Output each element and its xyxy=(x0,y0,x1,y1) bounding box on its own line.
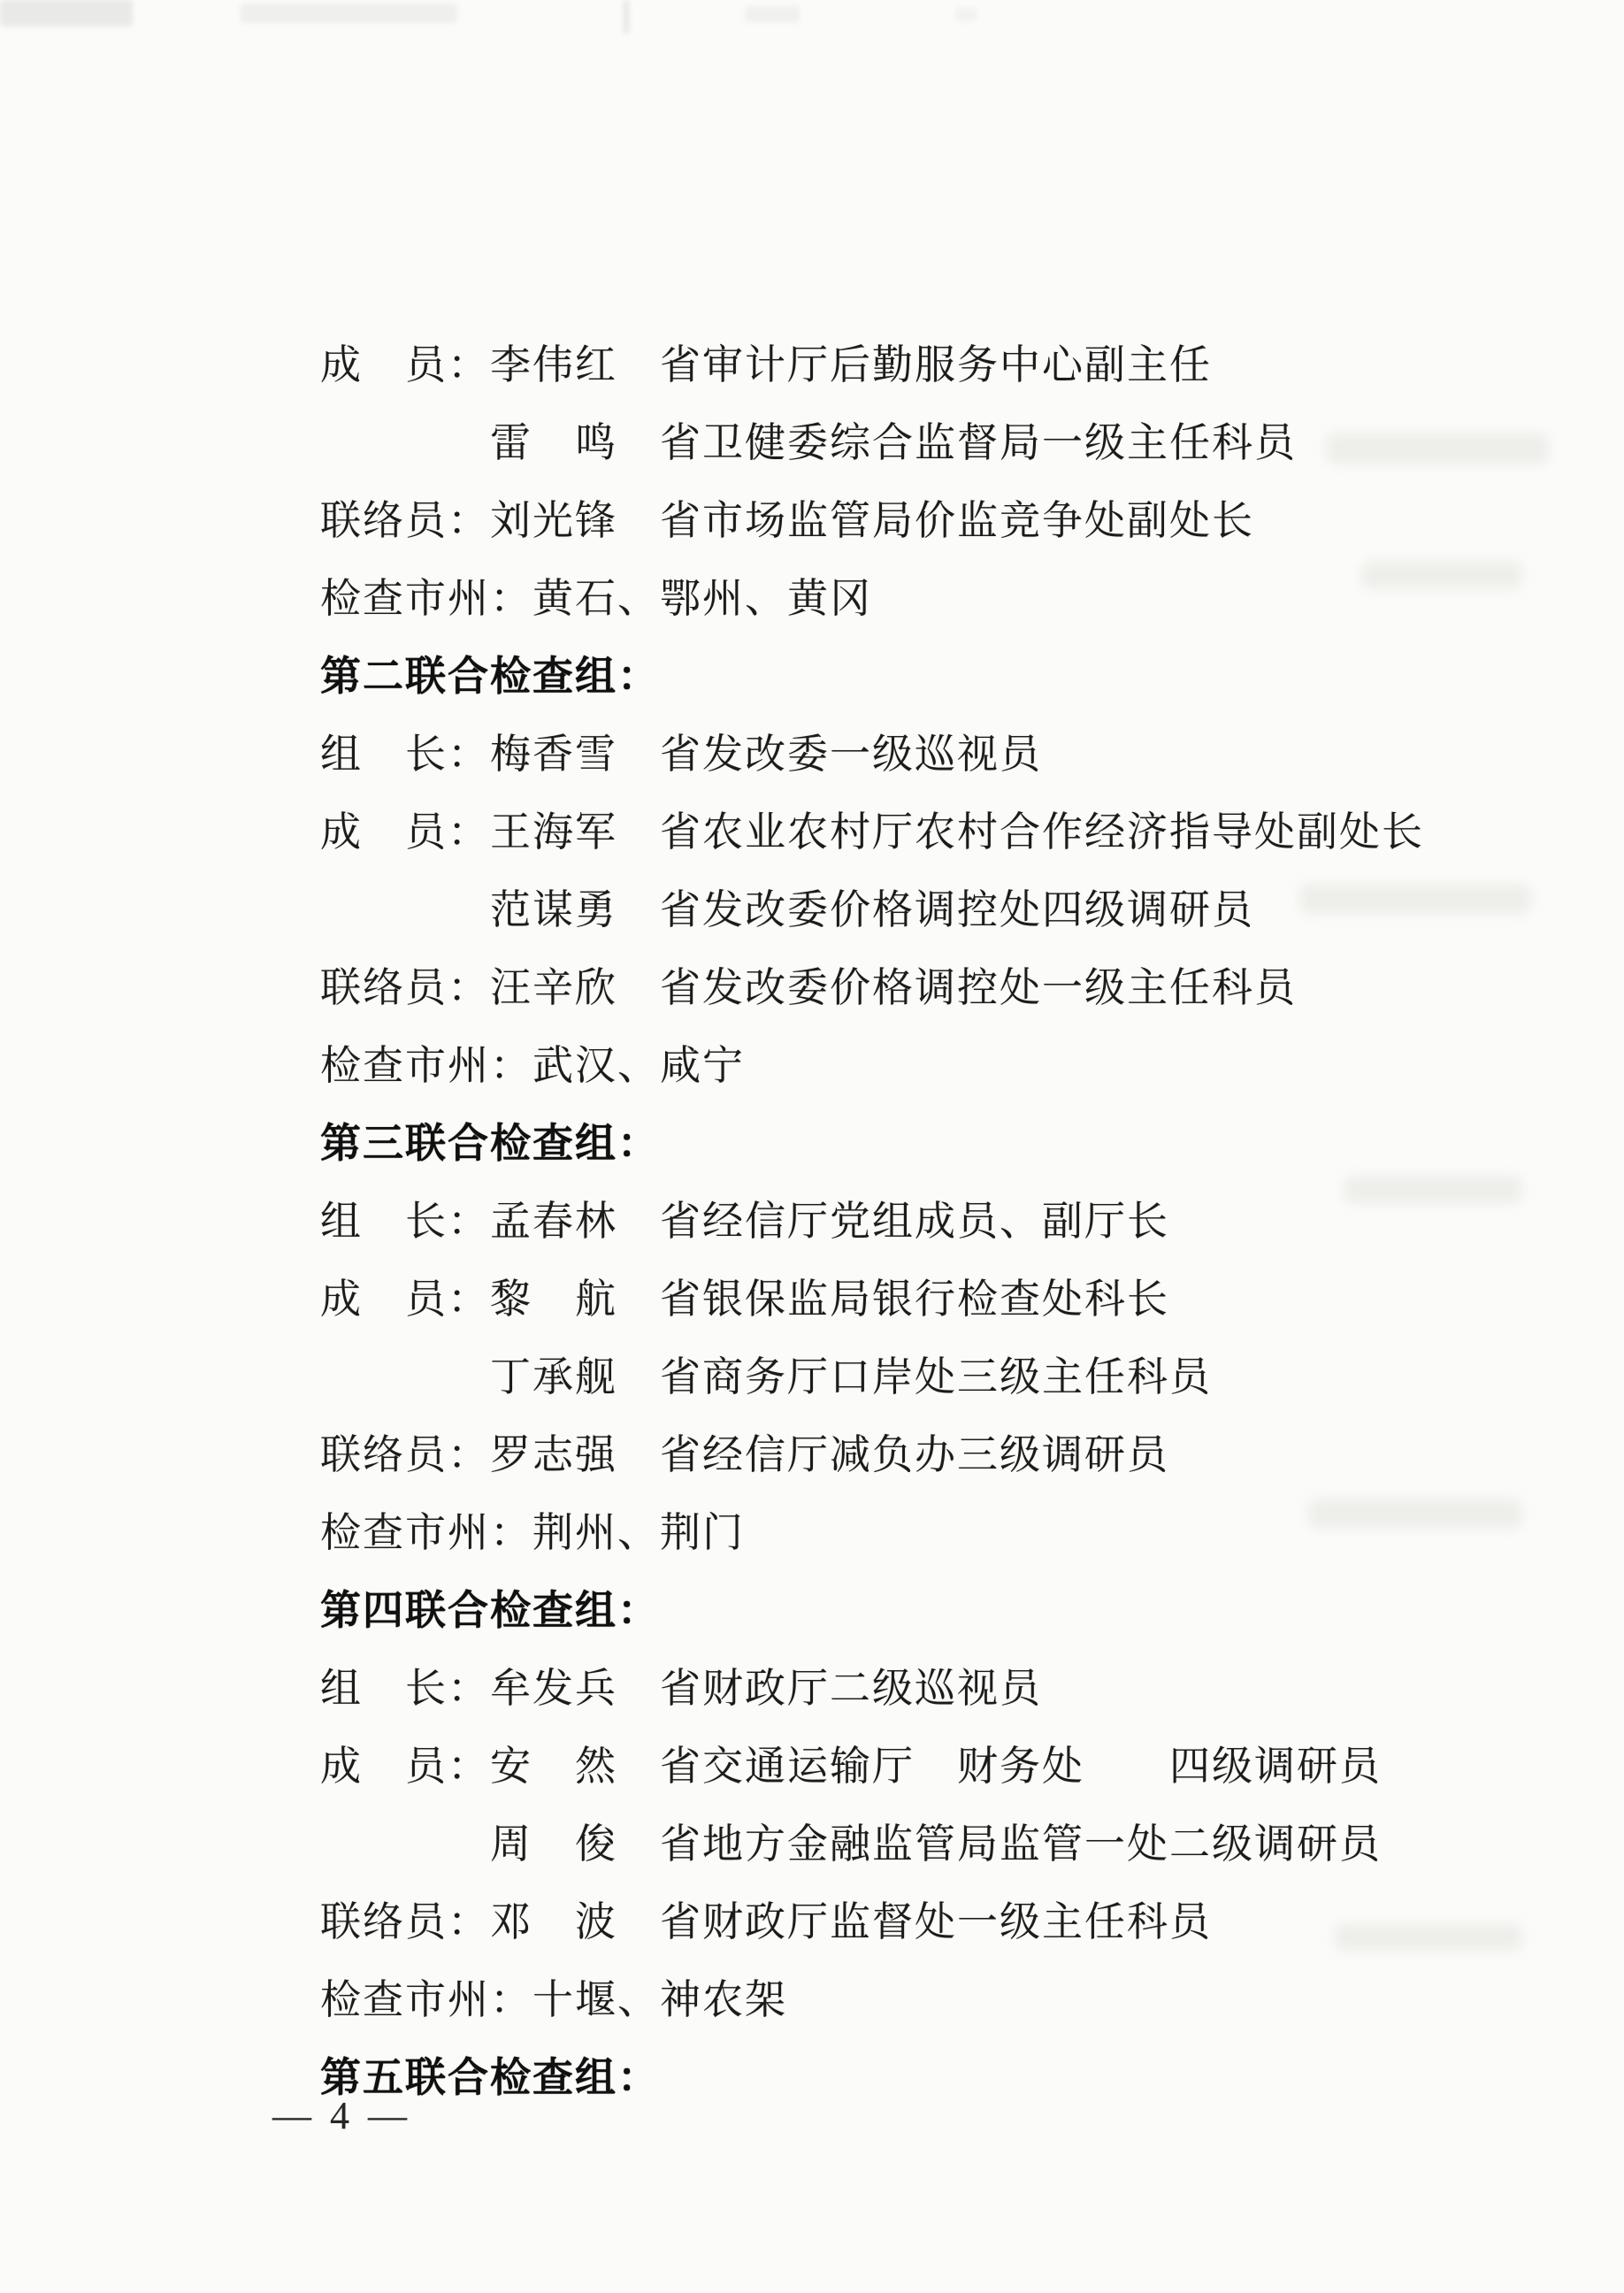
group-heading: 第三联合检查组： xyxy=(320,1121,660,1166)
scan-artifact-top-mid xyxy=(241,4,457,23)
member-row: 丁承舰 省商务厅口岸处三级主任科员 xyxy=(320,1354,1212,1400)
group-heading: 第五联合检查组： xyxy=(320,2055,660,2100)
page-number: — 4 — xyxy=(272,2094,411,2137)
cities-row: 检查市州：黄石、鄂州、黄冈 xyxy=(320,576,872,621)
member-row: 范谋勇 省发改委价格调控处四级调研员 xyxy=(320,887,1254,932)
member-row: 成 员：安 然 省交通运输厅 财务处 四级调研员 xyxy=(320,1744,1382,1789)
cities-row: 检查市州：十堰、神农架 xyxy=(320,1977,787,2022)
cities-row: 检查市州：荆州、荆门 xyxy=(320,1510,745,1555)
cities-row: 检查市州：武汉、咸宁 xyxy=(320,1043,745,1088)
group-heading: 第二联合检查组： xyxy=(320,654,660,699)
leader-row: 组 长：孟春林 省经信厅党组成员、副厅长 xyxy=(320,1199,1169,1244)
liaison-row: 联络员：罗志强 省经信厅减负办三级调研员 xyxy=(320,1432,1169,1477)
liaison-row: 联络员：邓 波 省财政厅监督处一级主任科员 xyxy=(320,1899,1212,1944)
member-row: 成 员：黎 航 省银保监局银行检查处科长 xyxy=(320,1277,1169,1322)
scan-artifact-top-left xyxy=(0,0,133,27)
scan-artifact-top-right xyxy=(745,6,800,22)
member-row: 雷 鸣 省卫健委综合监督局一级主任科员 xyxy=(320,420,1297,465)
member-row: 周 俊 省地方金融监管局监管一处二级调研员 xyxy=(320,1821,1382,1867)
group-heading: 第四联合检查组： xyxy=(320,1588,660,1633)
member-row: 成 员：王海军 省农业农村厅农村合作经济指导处副处长 xyxy=(320,809,1424,855)
document-body xyxy=(320,326,1541,2117)
liaison-row: 联络员：汪辛欣 省发改委价格调控处一级主任科员 xyxy=(320,965,1297,1010)
leader-row: 组 长：梅香雪 省发改委一级巡视员 xyxy=(320,732,1042,777)
leader-row: 组 长：牟发兵 省财政厅二级巡视员 xyxy=(320,1666,1042,1711)
scan-artifact-top-far-right xyxy=(955,8,977,21)
scan-artifact-top-line xyxy=(624,0,629,34)
liaison-row: 联络员：刘光锋 省市场监管局价监竞争处副处长 xyxy=(320,498,1254,543)
member-row: 成 员：李伟红 省审计厅后勤服务中心副主任 xyxy=(320,342,1212,387)
